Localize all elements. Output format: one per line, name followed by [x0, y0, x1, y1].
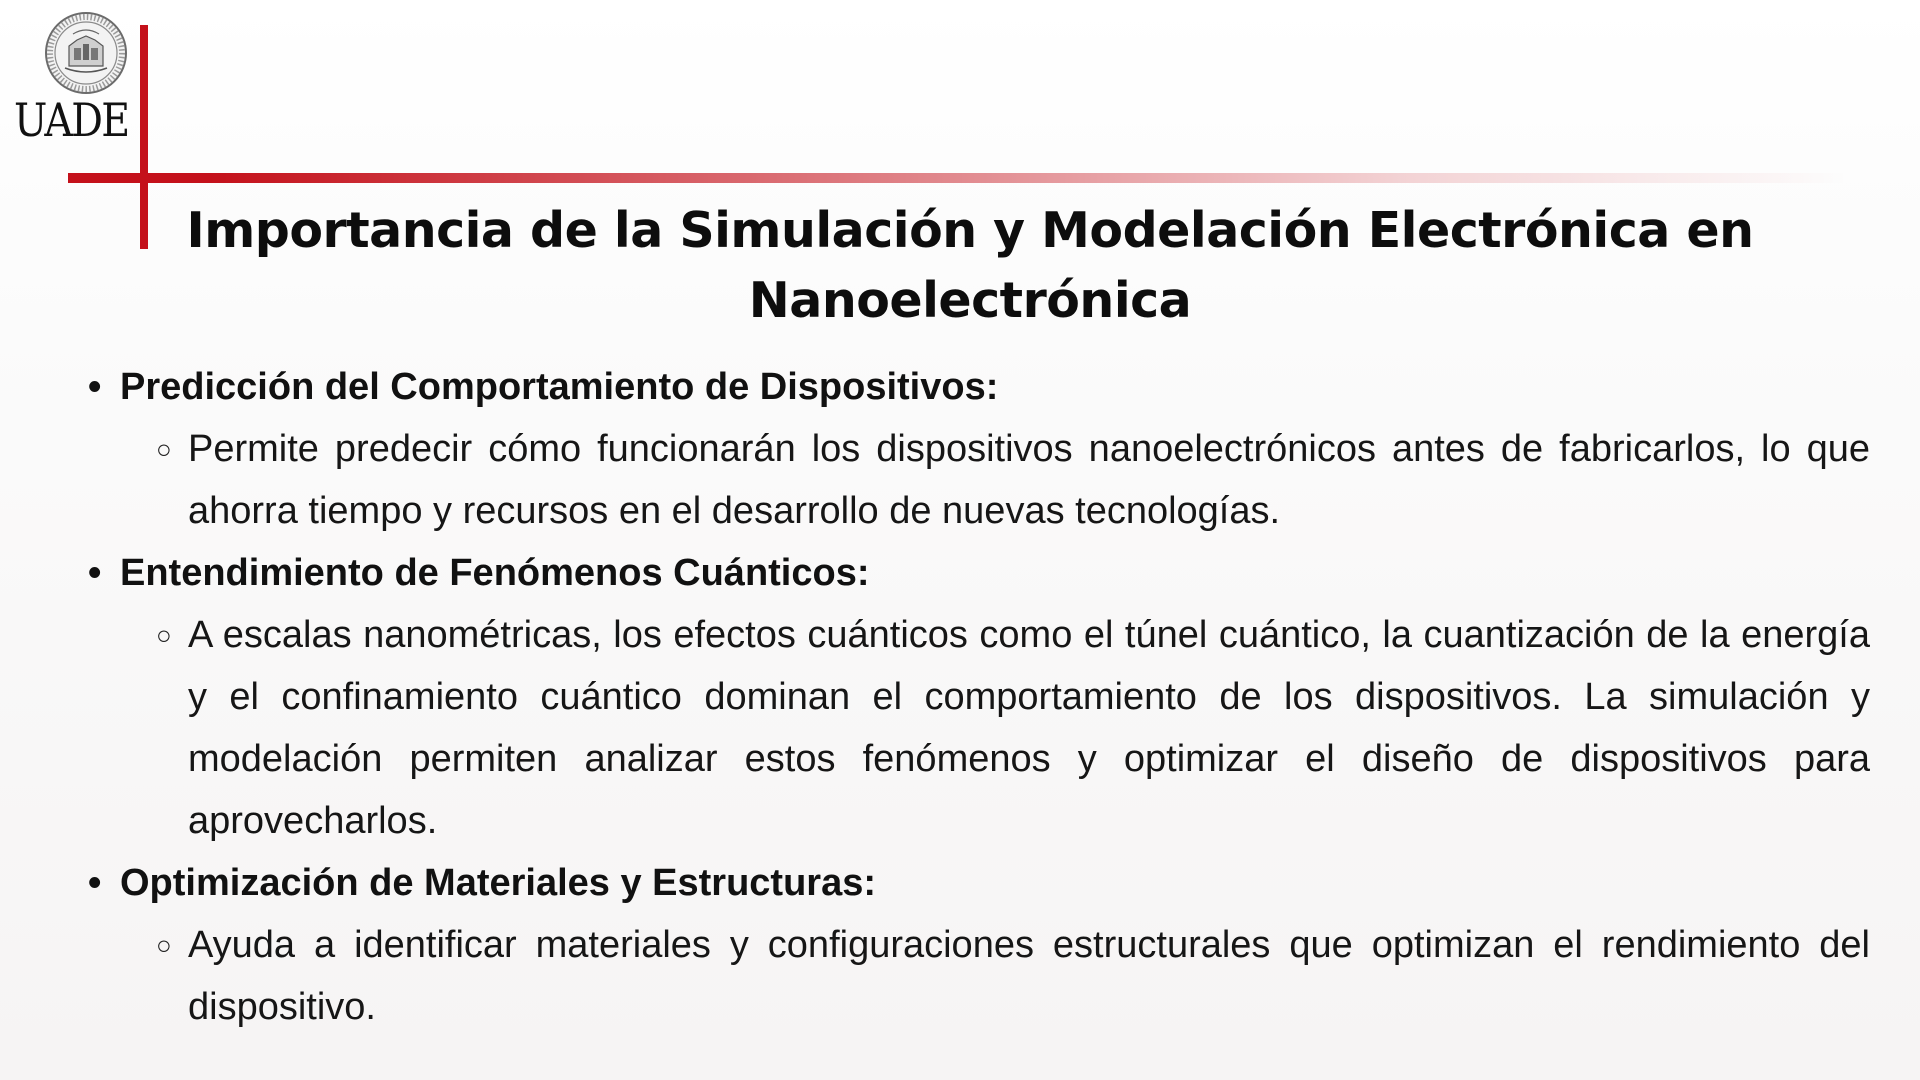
bullet-circle-icon: ○ — [156, 620, 172, 650]
bullet-dot-icon: • — [88, 366, 102, 408]
university-seal-icon — [43, 10, 129, 96]
bullet-list — [88, 356, 1870, 1038]
slide-title: Importancia de la Simulación y Modelación Electrónica en Nanoelectrónica — [186, 202, 1754, 329]
uade-logo — [14, 10, 132, 150]
list-item-heading-row — [88, 542, 1870, 604]
list-item-heading-row — [88, 852, 1870, 914]
sub-item-text: Ayuda a identificar materiales y configuraciones estructurales que optimizan el rendimiento del dispositivo. — [188, 924, 1870, 1028]
sub-item — [156, 914, 1870, 1038]
bullet-dot-icon: • — [88, 862, 102, 904]
sub-item — [156, 418, 1870, 542]
list-item — [88, 852, 1870, 1038]
list-item-heading: Predicción del Comportamiento de Dispositivos: — [120, 366, 999, 408]
sub-item-text: Permite predecir cómo funcionarán los dispositivos nanoelectrónicos antes de fabricarlos, lo que ahorra tiempo y recursos en el desarrollo de nuevas tecnologías. — [188, 428, 1870, 532]
red-horizontal-bar — [68, 173, 1848, 183]
list-item-heading: Entendimiento de Fenómenos Cuánticos: — [120, 552, 870, 594]
list-item — [88, 356, 1870, 542]
bullet-circle-icon: ○ — [156, 434, 172, 464]
bullet-circle-icon: ○ — [156, 930, 172, 960]
list-item-heading-row — [88, 356, 1870, 418]
list-item — [88, 542, 1870, 852]
bullet-dot-icon: • — [88, 552, 102, 594]
sub-item-text: A escalas nanométricas, los efectos cuánticos como el túnel cuántico, la cuantización de la energía y el confinamiento cuántico dominan el comportamiento de los dispositivos. La simulación y modelación permiten analizar estos fenómenos y optimizar el diseño de dispositivos para aprovecharlos. — [188, 614, 1870, 842]
sub-item — [156, 604, 1870, 852]
list-item-heading: Optimización de Materiales y Estructuras: — [120, 862, 877, 904]
uade-logo-text: UADE — [14, 93, 129, 147]
red-vertical-bar — [140, 25, 148, 249]
